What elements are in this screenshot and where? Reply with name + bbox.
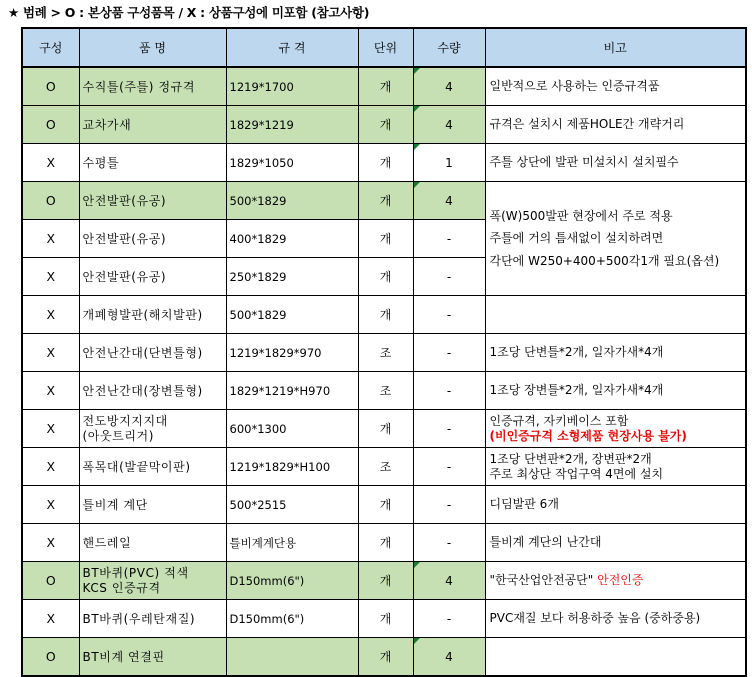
spec-cell: 500*1829 bbox=[226, 182, 358, 220]
quantity-cell bbox=[413, 144, 485, 182]
remarks-cell: 틀비계 계단의 난간대 bbox=[485, 524, 746, 562]
quantity-cell: - bbox=[413, 296, 485, 334]
spec-cell: D150mm(6") bbox=[226, 562, 358, 600]
item-name-cell: 교차가새 bbox=[79, 106, 226, 144]
quantity-cell: - bbox=[413, 220, 485, 258]
table-row bbox=[22, 524, 746, 562]
remarks-warning: (비인증규격 소형제품 현장사용 불가) bbox=[489, 428, 687, 443]
item-name-cell: BT바퀴(우레탄재질) bbox=[79, 600, 226, 638]
unit-cell: 개 bbox=[358, 258, 413, 296]
quantity-value: 4 bbox=[445, 649, 453, 664]
remarks-text: "한국산업안전공단" bbox=[489, 573, 594, 588]
spec-cell: 250*1829 bbox=[226, 258, 358, 296]
quantity-cell bbox=[413, 562, 485, 600]
table-row bbox=[22, 372, 746, 410]
header-quantity: 수량 bbox=[413, 28, 485, 67]
header-composition: 구성 bbox=[22, 28, 79, 67]
item-name-cell: 안전발판(유공) bbox=[79, 182, 226, 220]
item-name-cell: 개폐형발판(해치발판) bbox=[79, 296, 226, 334]
remarks-cell bbox=[485, 448, 746, 486]
remarks-line: 각단에 W250+400+500각1개 필요(옵션) bbox=[489, 253, 720, 268]
header-spec: 규 격 bbox=[226, 28, 358, 67]
item-name-line: KCS 인증규격 bbox=[82, 580, 161, 595]
remarks-cell bbox=[485, 296, 746, 334]
spec-cell: 틀비계계단용 bbox=[226, 524, 358, 562]
remarks-cell bbox=[485, 638, 746, 677]
spec-cell: D150mm(6") bbox=[226, 600, 358, 638]
item-name-cell: 안전난간대(단변틀형) bbox=[79, 334, 226, 372]
item-name-line: 전도방지지지대 bbox=[82, 413, 168, 428]
quantity-cell: - bbox=[413, 258, 485, 296]
table-row bbox=[22, 638, 746, 677]
composition-cell: O bbox=[22, 638, 79, 677]
unit-cell: 개 bbox=[358, 562, 413, 600]
quantity-value: 4 bbox=[445, 193, 453, 208]
item-name-cell: 안전발판(유공) bbox=[79, 258, 226, 296]
spec-cell: 1219*1829*H100 bbox=[226, 448, 358, 486]
item-name-cell: 수평틀 bbox=[79, 144, 226, 182]
unit-cell: 개 bbox=[358, 220, 413, 258]
remarks-highlight: 안전인증 bbox=[597, 573, 644, 588]
quantity-cell: - bbox=[413, 372, 485, 410]
remarks-cell: 1조당 단변틀*2개, 일자가새*4개 bbox=[485, 334, 746, 372]
spec-cell: 1219*1700 bbox=[226, 67, 358, 106]
unit-cell: 조 bbox=[358, 448, 413, 486]
unit-cell: 개 bbox=[358, 486, 413, 524]
composition-cell: X bbox=[22, 296, 79, 334]
table-row bbox=[22, 67, 746, 106]
cell-marker-triangle bbox=[414, 68, 420, 74]
unit-cell: 개 bbox=[358, 600, 413, 638]
item-name-cell: 수직틀(주틀) 정규격 bbox=[79, 67, 226, 106]
table-row bbox=[22, 410, 746, 448]
remarks-line: 주로 최상단 작업구역 4면에 설치 bbox=[489, 466, 664, 481]
quantity-value: 4 bbox=[445, 573, 453, 588]
spec-cell: 1219*1829*970 bbox=[226, 334, 358, 372]
item-name-line: (아웃트리거) bbox=[82, 428, 155, 443]
parts-table bbox=[21, 27, 747, 677]
remarks-cell: 일반적으로 사용하는 인증규격품 bbox=[485, 67, 746, 106]
composition-cell: X bbox=[22, 524, 79, 562]
remarks-cell: 주틀 상단에 발판 미설치시 설치필수 bbox=[485, 144, 746, 182]
composition-cell: X bbox=[22, 410, 79, 448]
composition-cell: O bbox=[22, 67, 79, 106]
unit-cell: 개 bbox=[358, 106, 413, 144]
spec-cell: 600*1300 bbox=[226, 410, 358, 448]
quantity-cell: - bbox=[413, 486, 485, 524]
table-row bbox=[22, 144, 746, 182]
remarks-line: 폭(W)500발판 현장에서 주로 적용 bbox=[489, 208, 673, 223]
composition-cell: O bbox=[22, 562, 79, 600]
item-name-cell: BT비계 연결핀 bbox=[79, 638, 226, 677]
item-name-cell bbox=[79, 410, 226, 448]
unit-cell: 개 bbox=[358, 638, 413, 677]
quantity-value: 4 bbox=[445, 79, 453, 94]
composition-cell: X bbox=[22, 258, 79, 296]
unit-cell: 개 bbox=[358, 296, 413, 334]
composition-cell: X bbox=[22, 600, 79, 638]
item-name-cell: 핸드레일 bbox=[79, 524, 226, 562]
table-row bbox=[22, 182, 746, 220]
unit-cell: 개 bbox=[358, 182, 413, 220]
quantity-cell: - bbox=[413, 448, 485, 486]
spec-cell: 1829*1219*H970 bbox=[226, 372, 358, 410]
legend-text: ★ 범례 > O : 본상품 구성품목 / X : 상품구성에 미포함 (참고사항) bbox=[8, 5, 370, 20]
table-row bbox=[22, 296, 746, 334]
item-name-cell: 폭목대(발끝막이판) bbox=[79, 448, 226, 486]
quantity-cell: - bbox=[413, 524, 485, 562]
header-unit: 단위 bbox=[358, 28, 413, 67]
spec-cell: 500*1829 bbox=[226, 296, 358, 334]
remarks-cell: 디딤발판 6개 bbox=[485, 486, 746, 524]
composition-cell: X bbox=[22, 220, 79, 258]
remarks-cell: 1조당 장변틀*2개, 일자가새*4개 bbox=[485, 372, 746, 410]
unit-cell: 조 bbox=[358, 372, 413, 410]
cell-marker-triangle bbox=[414, 182, 420, 188]
unit-cell: 개 bbox=[358, 67, 413, 106]
remarks-cell: 규격은 설치시 제품HOLE간 개략거리 bbox=[485, 106, 746, 144]
quantity-cell: - bbox=[413, 334, 485, 372]
composition-cell: X bbox=[22, 372, 79, 410]
quantity-value: 4 bbox=[445, 117, 453, 132]
remarks-line: 주틀에 거의 틈새없이 설치하려면 bbox=[489, 231, 664, 246]
header-remarks: 비고 bbox=[485, 28, 746, 67]
item-name-line: BT바퀴(PVC) 적색 bbox=[82, 565, 189, 580]
remarks-cell bbox=[485, 410, 746, 448]
unit-cell: 개 bbox=[358, 144, 413, 182]
quantity-cell: - bbox=[413, 410, 485, 448]
spec-cell: 400*1829 bbox=[226, 220, 358, 258]
table-row bbox=[22, 486, 746, 524]
remarks-cell bbox=[485, 562, 746, 600]
quantity-cell: - bbox=[413, 600, 485, 638]
composition-cell: X bbox=[22, 144, 79, 182]
table-row bbox=[22, 106, 746, 144]
composition-cell: X bbox=[22, 334, 79, 372]
spec-cell bbox=[226, 638, 358, 677]
unit-cell: 조 bbox=[358, 334, 413, 372]
quantity-cell bbox=[413, 638, 485, 677]
cell-marker-triangle bbox=[414, 106, 420, 112]
quantity-cell bbox=[413, 182, 485, 220]
spec-cell: 1829*1219 bbox=[226, 106, 358, 144]
unit-cell: 개 bbox=[358, 524, 413, 562]
cell-marker-triangle bbox=[414, 562, 420, 568]
quantity-value: 1 bbox=[445, 155, 453, 170]
table-row bbox=[22, 562, 746, 600]
remarks-merged-cell bbox=[485, 182, 746, 296]
composition-cell: O bbox=[22, 106, 79, 144]
quantity-cell bbox=[413, 67, 485, 106]
remarks-line: 1조당 단변판*2개, 장변판*2개 bbox=[489, 451, 652, 466]
spec-cell: 500*2515 bbox=[226, 486, 358, 524]
spec-cell: 1829*1050 bbox=[226, 144, 358, 182]
table-row bbox=[22, 448, 746, 486]
unit-cell: 개 bbox=[358, 410, 413, 448]
item-name-cell: 안전난간대(장변틀형) bbox=[79, 372, 226, 410]
header-row bbox=[22, 28, 746, 67]
remarks-cell: PVC재질 보다 허용하중 높음 (중하중용) bbox=[485, 600, 746, 638]
item-name-cell: 안전발판(유공) bbox=[79, 220, 226, 258]
composition-cell: X bbox=[22, 448, 79, 486]
remarks-line: 인증규격, 자키베이스 포함 bbox=[489, 413, 629, 428]
composition-cell: X bbox=[22, 486, 79, 524]
item-name-cell bbox=[79, 562, 226, 600]
cell-marker-triangle bbox=[414, 638, 420, 644]
cell-marker-triangle bbox=[414, 144, 420, 150]
header-item-name: 품 명 bbox=[79, 28, 226, 67]
composition-cell: O bbox=[22, 182, 79, 220]
table-row bbox=[22, 334, 746, 372]
quantity-cell bbox=[413, 106, 485, 144]
table-row bbox=[22, 600, 746, 638]
item-name-cell: 틀비계 계단 bbox=[79, 486, 226, 524]
